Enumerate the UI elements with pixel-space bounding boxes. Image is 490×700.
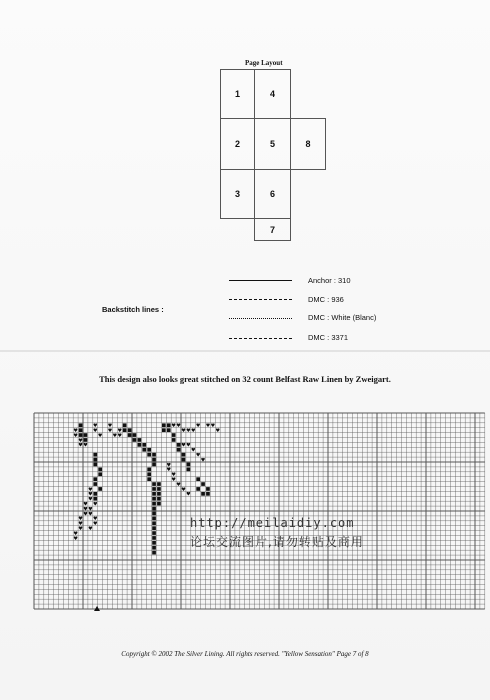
svg-text:♥: ♥ bbox=[205, 423, 211, 430]
svg-text:♥: ♥ bbox=[171, 423, 176, 430]
svg-text:♥: ♥ bbox=[112, 432, 118, 439]
layout-cell-2: 2 bbox=[220, 118, 255, 170]
stitch-chart bbox=[0, 405, 490, 615]
svg-text:♥: ♥ bbox=[88, 496, 93, 503]
svg-text:♥: ♥ bbox=[83, 511, 88, 518]
svg-text:♥: ♥ bbox=[195, 423, 201, 430]
svg-text:♥: ♥ bbox=[210, 423, 216, 430]
svg-text:♥: ♥ bbox=[191, 428, 196, 434]
svg-text:♥: ♥ bbox=[83, 442, 88, 449]
svg-text:♥: ♥ bbox=[186, 428, 191, 434]
legend-text-dmc-936: DMC : 936 bbox=[308, 295, 344, 304]
legend-text-dmc-3371: DMC : 3371 bbox=[308, 333, 349, 342]
chart-grid bbox=[34, 413, 485, 609]
layout-cell-7: 7 bbox=[254, 218, 291, 241]
svg-text:♥: ♥ bbox=[88, 506, 93, 513]
page-fold-line bbox=[0, 350, 490, 352]
svg-text:♥: ♥ bbox=[78, 526, 83, 532]
layout-cell-3: 3 bbox=[220, 169, 255, 219]
backstitch-label: Backstitch lines : bbox=[102, 305, 164, 314]
svg-text:♥: ♥ bbox=[97, 432, 103, 439]
fabric-note: This design also looks great stitched on 32 count Belfast Raw Linen by Zweigart. bbox=[99, 374, 391, 384]
svg-text:♥: ♥ bbox=[166, 462, 171, 469]
svg-text:♥: ♥ bbox=[88, 486, 93, 493]
svg-text:♥: ♥ bbox=[73, 428, 78, 434]
layout-cell-8: 8 bbox=[290, 118, 326, 170]
svg-text:♥: ♥ bbox=[88, 511, 93, 518]
svg-text:♥: ♥ bbox=[117, 428, 122, 434]
svg-text:♥: ♥ bbox=[171, 472, 176, 479]
svg-text:♥: ♥ bbox=[117, 432, 122, 439]
watermark-text: 论坛交流图片,请勿转贴及商用 bbox=[190, 535, 364, 549]
legend-text-anchor-310: Anchor : 310 bbox=[308, 276, 351, 285]
svg-text:♥: ♥ bbox=[215, 428, 220, 434]
svg-text:♥: ♥ bbox=[191, 447, 196, 454]
svg-text:♥: ♥ bbox=[181, 442, 186, 449]
svg-text:♥: ♥ bbox=[73, 535, 78, 542]
svg-text:♥: ♥ bbox=[166, 467, 171, 474]
svg-text:♥: ♥ bbox=[88, 526, 93, 532]
svg-text:♥: ♥ bbox=[73, 432, 78, 439]
legend-line-dotted bbox=[229, 318, 292, 319]
svg-text:♥: ♥ bbox=[186, 442, 191, 449]
watermark-url: http://meilaidiy.com bbox=[190, 516, 355, 530]
svg-text:♥: ♥ bbox=[93, 428, 98, 434]
legend-line-solid bbox=[229, 280, 292, 281]
svg-text:♥: ♥ bbox=[78, 437, 83, 444]
svg-text:♥: ♥ bbox=[181, 486, 186, 493]
svg-text:♥: ♥ bbox=[83, 506, 88, 513]
svg-text:♥: ♥ bbox=[78, 442, 83, 449]
svg-text:♥: ♥ bbox=[93, 521, 98, 528]
layout-cell-1: 1 bbox=[220, 69, 255, 119]
svg-text:♥: ♥ bbox=[181, 428, 186, 434]
svg-text:♥: ♥ bbox=[107, 428, 113, 434]
svg-text:♥: ♥ bbox=[176, 481, 181, 488]
layout-cell-6: 6 bbox=[254, 169, 291, 219]
svg-text:♥: ♥ bbox=[107, 423, 113, 430]
svg-text:♥: ♥ bbox=[171, 477, 176, 483]
copyright-footer: Copyright © 2002 The Silver Lining. All rights reserved. "Yellow Sensation" Page 7 of 8 bbox=[121, 650, 369, 658]
svg-text:♥: ♥ bbox=[73, 530, 78, 537]
legend-text-dmc-white: DMC : White (Blanc) bbox=[308, 313, 377, 322]
svg-text:♥: ♥ bbox=[186, 491, 191, 498]
svg-text:♥: ♥ bbox=[93, 516, 98, 523]
page-layout-title: Page Layout bbox=[245, 59, 283, 67]
svg-text:♥: ♥ bbox=[83, 501, 88, 508]
layout-cell-4: 4 bbox=[254, 69, 291, 119]
svg-text:♥: ♥ bbox=[200, 457, 206, 464]
svg-text:♥: ♥ bbox=[176, 423, 181, 430]
svg-text:♥: ♥ bbox=[78, 516, 83, 523]
legend-line-dash-dot bbox=[229, 338, 292, 339]
svg-text:♥: ♥ bbox=[93, 423, 98, 430]
layout-cell-5: 5 bbox=[254, 118, 291, 170]
svg-text:♥: ♥ bbox=[88, 491, 93, 498]
svg-text:♥: ♥ bbox=[93, 501, 98, 508]
legend-line-dashed bbox=[229, 299, 292, 300]
svg-text:♥: ♥ bbox=[78, 521, 83, 528]
svg-text:♥: ♥ bbox=[195, 452, 201, 459]
